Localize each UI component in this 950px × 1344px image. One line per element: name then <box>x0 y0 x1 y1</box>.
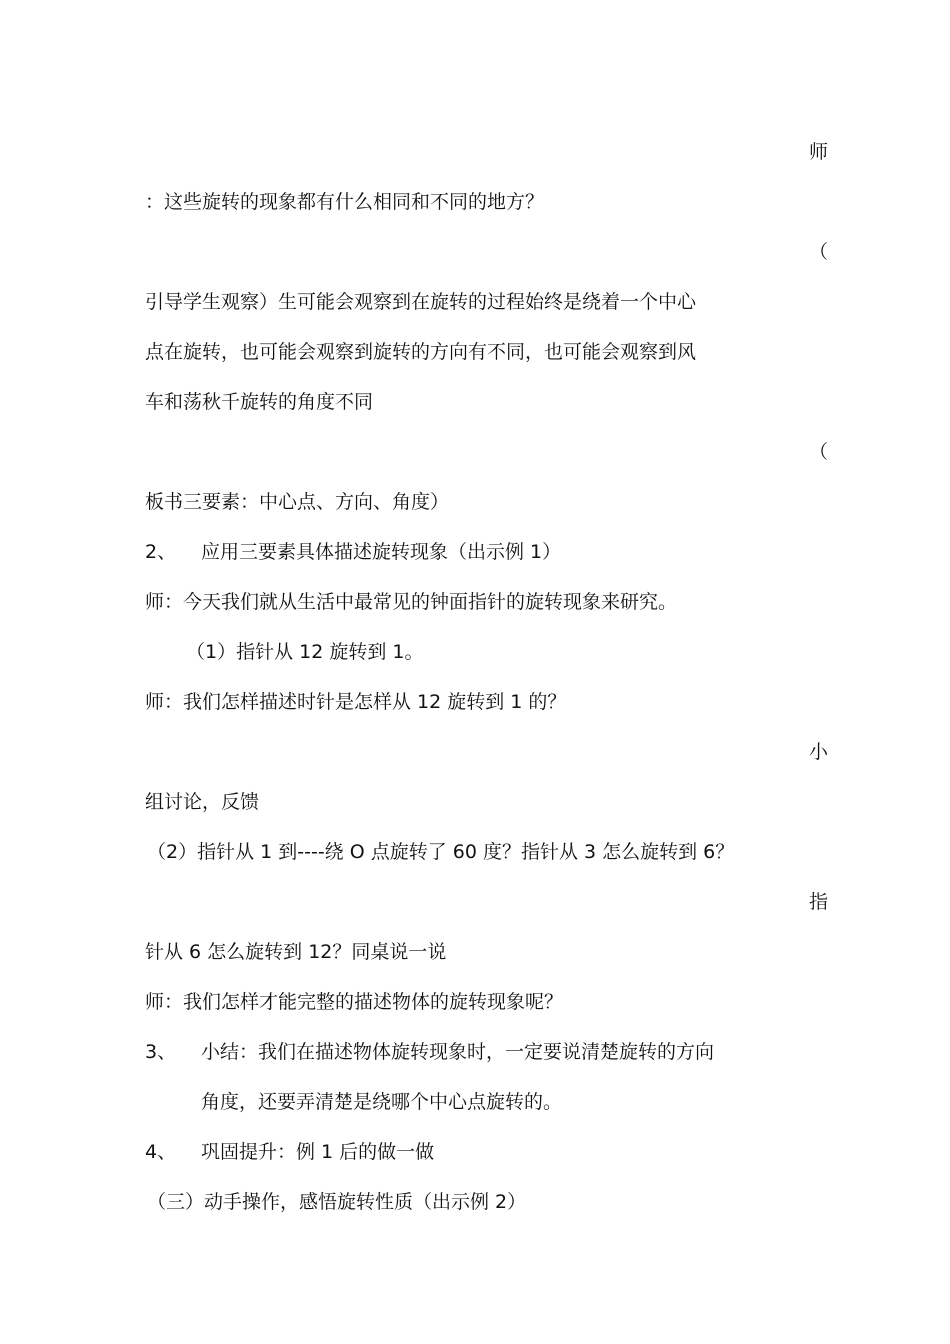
text-line: ：这些旋转的现象都有什么相同和不同的地方？ <box>145 191 545 213</box>
text-line: 师：我们怎样描述时针是怎样从 12 旋转到 1 的？ <box>145 691 567 713</box>
text-line: 指 <box>808 891 828 913</box>
text-line: 板书三要素：中心点、方向、角度） <box>145 491 450 513</box>
text-line: 角度，还要弄清楚是绕哪个中心点旋转的。 <box>201 1091 563 1113</box>
list-item-text: 小结：我们在描述物体旋转现象时，一定要说清楚旋转的方向 <box>201 1041 715 1063</box>
text-line: （1）指针从 12 旋转到 1。 <box>186 641 424 663</box>
text-line: 组讨论，反馈 <box>145 791 260 813</box>
section-heading: （三）动手操作，感悟旋转性质（出示例 2） <box>147 1191 527 1213</box>
text-line: 引导学生观察）生可能会观察到在旋转的过程始终是绕着一个中心 <box>145 291 697 313</box>
text-line: 师：我们怎样才能完整的描述物体的旋转现象呢？ <box>145 991 564 1013</box>
text-line: 针从 6 怎么旋转到 12？同桌说一说 <box>145 941 447 963</box>
text-line: （2）指针从 1 到----绕 O 点旋转了 60 度？指针从 3 怎么旋转到 6？ <box>147 841 735 863</box>
text-line: 小 <box>808 741 828 763</box>
list-item-text: 应用三要素具体描述旋转现象（出示例 1） <box>201 541 562 563</box>
list-number: 2、 <box>145 541 177 563</box>
text-line: （ <box>808 441 828 463</box>
text-line: 车和荡秋千旋转的角度不同 <box>145 391 374 413</box>
list-number: 3、 <box>145 1041 177 1063</box>
text-line: 师：今天我们就从生活中最常见的钟面指针的旋转现象来研究。 <box>145 591 678 613</box>
text-line: 师 <box>808 141 828 163</box>
list-number: 4、 <box>145 1141 177 1163</box>
text-line: （ <box>808 241 828 263</box>
list-item-text: 巩固提升：例 1 后的做一做 <box>201 1141 435 1163</box>
text-line: 点在旋转，也可能会观察到旋转的方向有不同，也可能会观察到风 <box>145 341 697 363</box>
